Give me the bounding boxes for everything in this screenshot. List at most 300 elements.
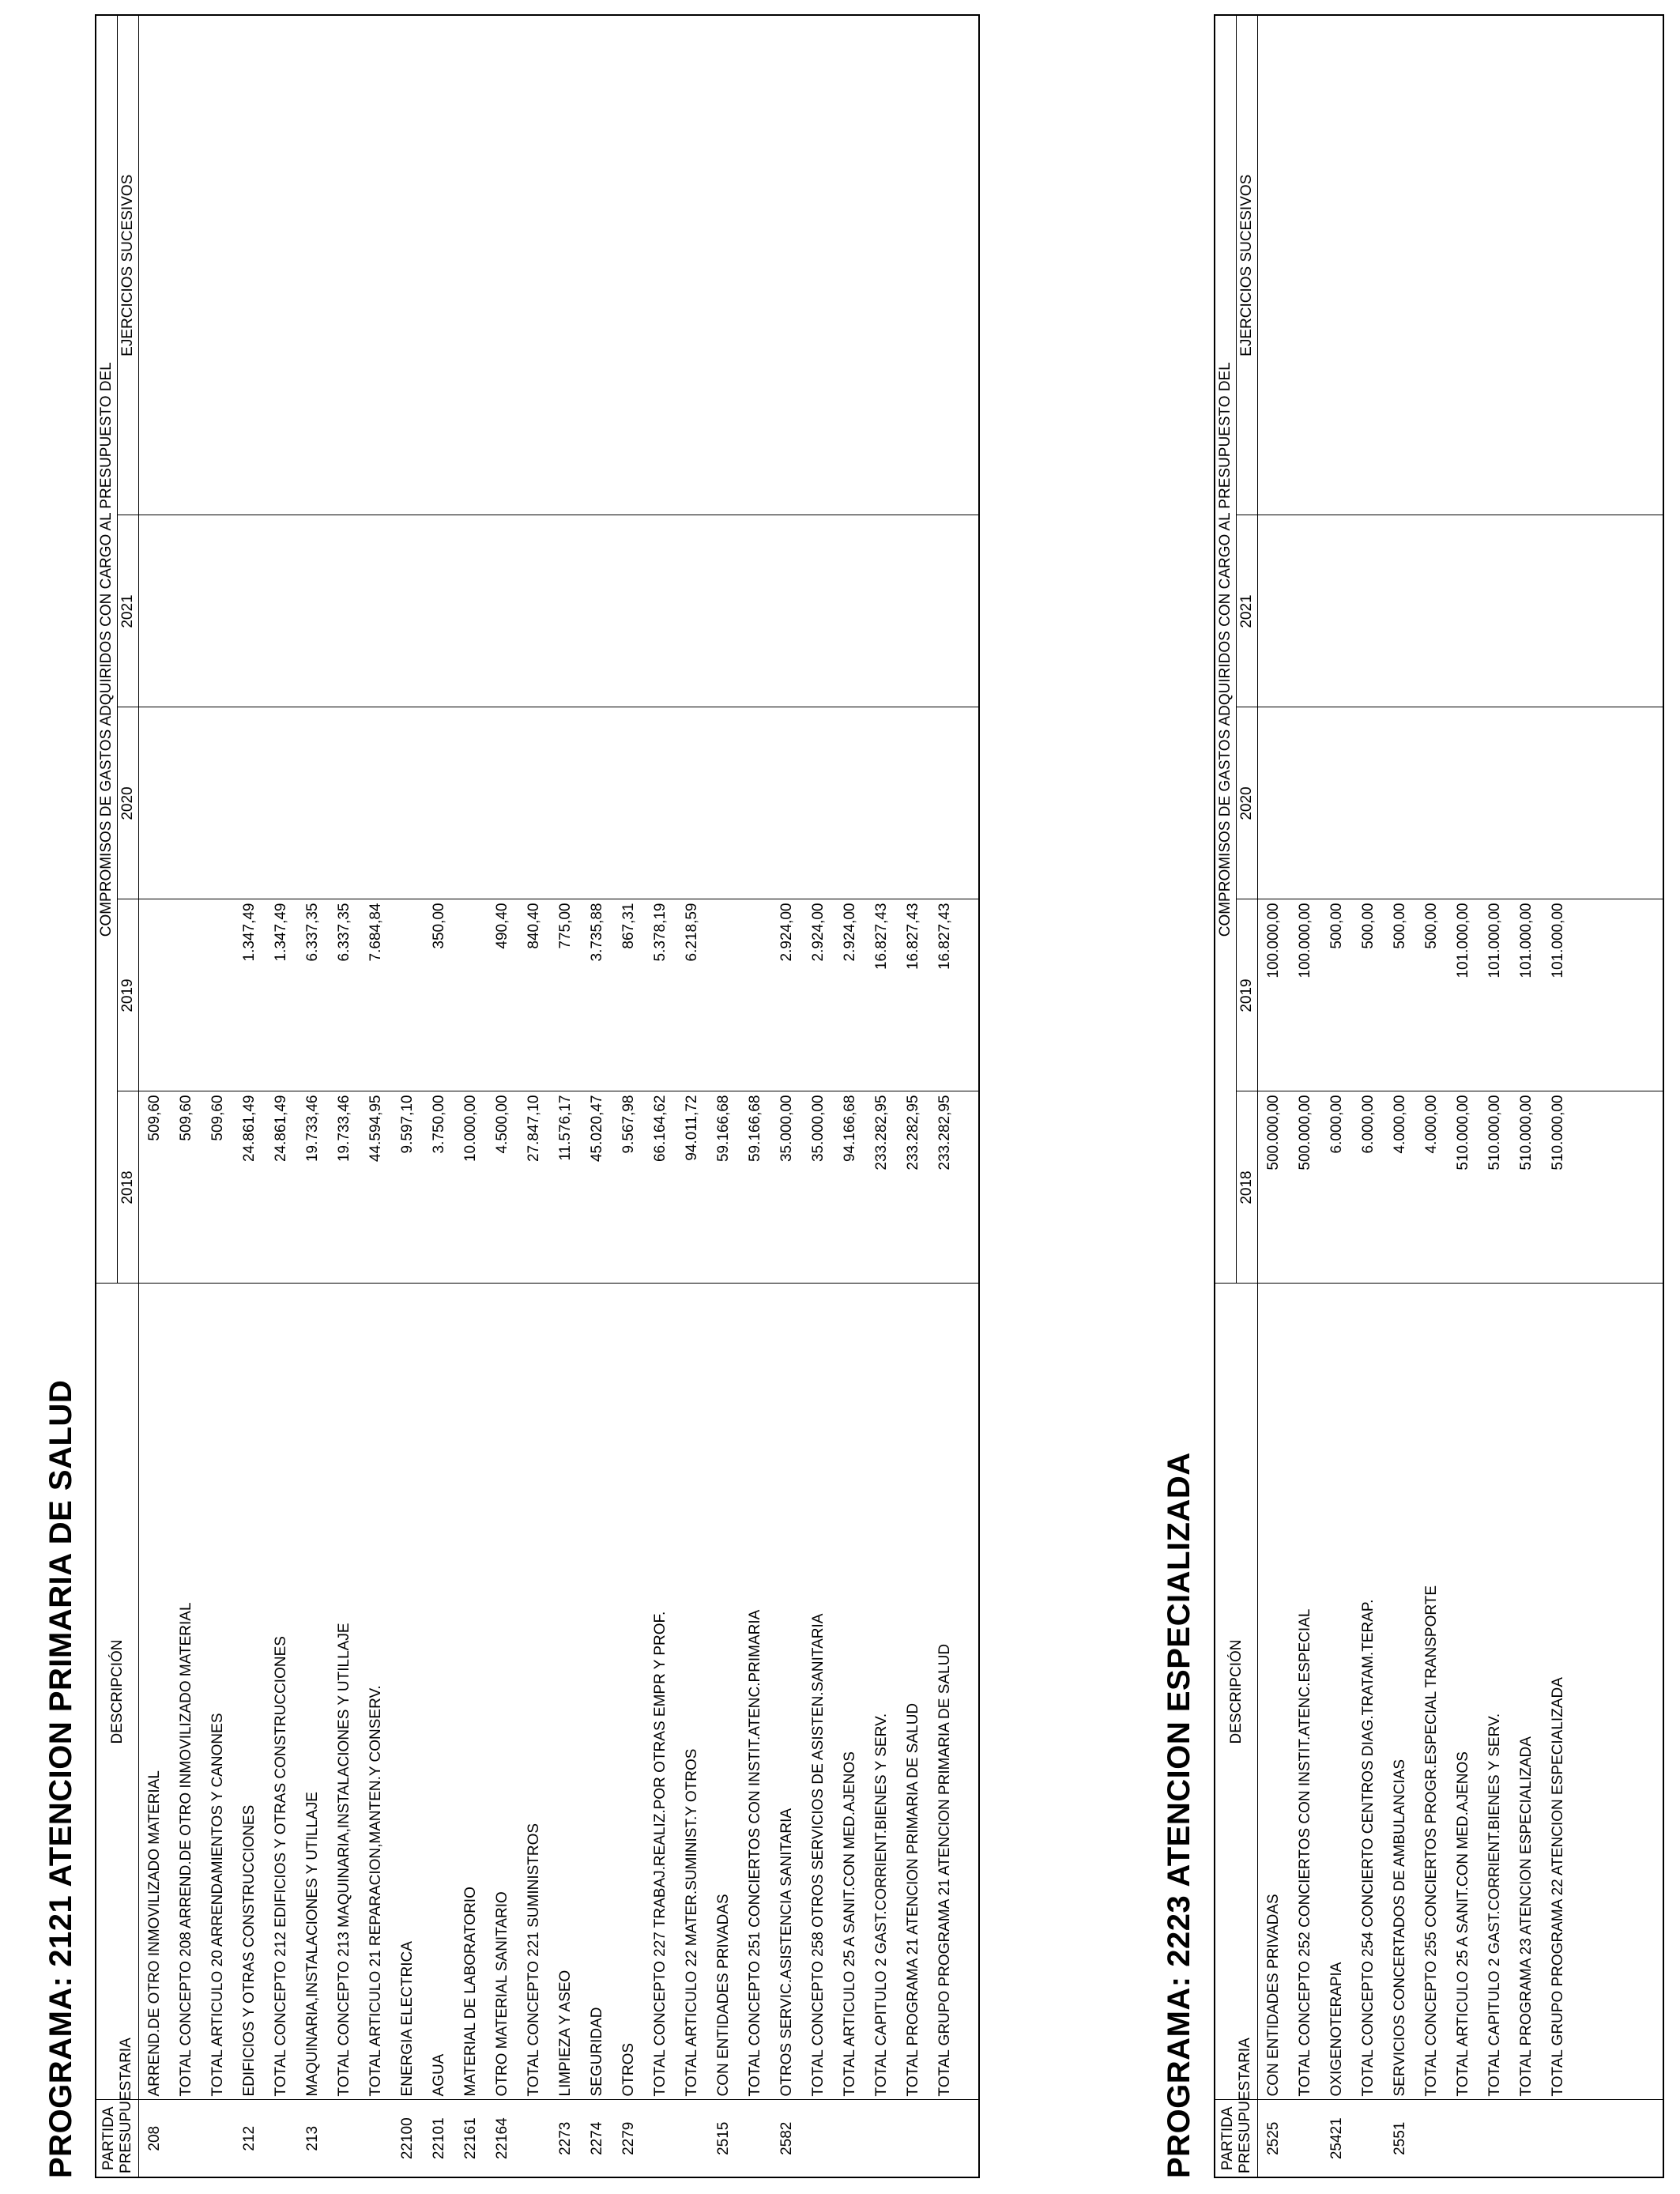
amount-2018-cell: 94.011,72 [676, 1091, 708, 1284]
amount-2020-cell [139, 707, 171, 899]
amount-2019-cell: 775,00 [550, 899, 582, 1091]
amount-2019-cell: 840,40 [518, 899, 550, 1091]
amount-2018-cell: 59.166,68 [740, 1091, 771, 1284]
description-cell: OTROS SERVIC.ASISTENCIA SANITARIA [771, 1284, 803, 2100]
description-cell: TOTAL CONCEPTO 254 CONCIERTO CENTROS DIAG.TRATAM.TERAP. [1353, 1284, 1384, 2100]
description-cell: TOTAL CONCEPTO 213 MAQUINARIA,INSTALACIONES Y UTILLAJE [329, 1284, 360, 2100]
amount-2018-cell: 19.733,46 [329, 1091, 360, 1284]
amount-2018-cell: 45.020,47 [582, 1091, 613, 1284]
compromisos-header: COMPROMISOS DE GASTOS ADQUIRIDOS CON CARGO AL PRESUPUESTO DEL [1215, 15, 1237, 1284]
amount-2020-cell [834, 707, 866, 899]
amount-2021-cell [202, 515, 234, 707]
amount-sucesivos-cell [1321, 15, 1353, 515]
amount-2021-cell [487, 515, 518, 707]
amount-2018-cell: 510.000,00 [1511, 1091, 1543, 1284]
amount-2020-cell [1448, 707, 1479, 899]
partida-cell [645, 2100, 676, 2177]
year-2018-header: 2018 [1237, 1091, 1258, 1284]
amount-2018-cell: 19.733,46 [297, 1091, 329, 1284]
partida-cell: 212 [234, 2100, 266, 2177]
table-row [740, 15, 771, 2177]
filler-cell [1574, 15, 1663, 515]
partida-cell [803, 2100, 834, 2177]
partida-cell [1511, 2100, 1543, 2177]
amount-2021-cell [360, 515, 392, 707]
description-cell: TOTAL GRUPO PROGRAMA 22 ATENCION ESPECIALIZADA [1543, 1284, 1574, 2100]
program-1-body [139, 15, 980, 2177]
amount-2021-cell [645, 515, 676, 707]
amount-2020-cell [297, 707, 329, 899]
amount-2018-cell: 510.000,00 [1448, 1091, 1479, 1284]
amount-2019-cell: 16.827,43 [929, 899, 961, 1091]
table-row [929, 15, 961, 2177]
description-cell: TOTAL CONCEPTO 221 SUMINISTROS [518, 1284, 550, 2100]
description-cell: TOTAL CONCEPTO 208 ARREND.DE OTRO INMOVILIZADO MATERIAL [171, 1284, 202, 2100]
table-row [518, 15, 550, 2177]
filler-cell [1574, 1284, 1663, 2100]
table-row [202, 15, 234, 2177]
filler-cell [961, 1284, 979, 2100]
amount-sucesivos-cell [297, 15, 329, 515]
amount-2018-cell: 35.000,00 [803, 1091, 834, 1284]
description-cell: EDIFICIOS Y OTRAS CONSTRUCCIONES [234, 1284, 266, 2100]
amount-sucesivos-cell [834, 15, 866, 515]
amount-sucesivos-cell [266, 15, 297, 515]
partida-header: PARTIDA PRESUPUESTARIA [96, 2100, 139, 2177]
amount-2020-cell [645, 707, 676, 899]
year-2019-header: 2019 [1237, 899, 1258, 1091]
partida-cell [202, 2100, 234, 2177]
amount-2019-cell: 7.684,84 [360, 899, 392, 1091]
amount-2019-cell [455, 899, 487, 1091]
amount-2019-cell: 1.347,49 [266, 899, 297, 1091]
amount-2018-cell: 509,60 [202, 1091, 234, 1284]
amount-2021-cell [676, 515, 708, 707]
table-row [898, 15, 929, 2177]
filler-cell [961, 2100, 979, 2177]
year-2020-header: 2020 [118, 707, 139, 899]
table-row [645, 15, 676, 2177]
amount-2020-cell [1511, 707, 1543, 899]
partida-cell: 25421 [1321, 2100, 1353, 2177]
amount-2021-cell [518, 515, 550, 707]
amount-2020-cell [1258, 707, 1290, 899]
description-cell: ARREND.DE OTRO INMOVILIZADO MATERIAL [139, 1284, 171, 2100]
partida-cell: 213 [297, 2100, 329, 2177]
amount-2019-cell: 2.924,00 [834, 899, 866, 1091]
amount-2021-cell [866, 515, 898, 707]
table-row [771, 15, 803, 2177]
description-cell: TOTAL CONCEPTO 255 CONCIERTOS PROGR.ESPECIAL TRANSPORTE [1416, 1284, 1448, 2100]
amount-2021-cell [929, 515, 961, 707]
table-row [1321, 15, 1353, 2177]
amount-2020-cell [613, 707, 645, 899]
sucesivos-header: EJERCICIOS SUCESIVOS [118, 15, 139, 515]
table-row [297, 15, 329, 2177]
amount-sucesivos-cell [1479, 15, 1511, 515]
amount-2020-cell [866, 707, 898, 899]
descripcion-header: DESCRIPCIÓN [1215, 1284, 1258, 2100]
partida-cell [1448, 2100, 1479, 2177]
table-row [392, 15, 424, 2177]
year-2020-header: 2020 [1237, 707, 1258, 899]
descripcion-header: DESCRIPCIÓN [96, 1284, 139, 2100]
table-row [582, 15, 613, 2177]
filler-cell [1574, 515, 1663, 707]
amount-2020-cell [1416, 707, 1448, 899]
amount-2019-cell [139, 899, 171, 1091]
amount-2018-cell: 233.282,95 [866, 1091, 898, 1284]
program-2-body [1258, 15, 1664, 2177]
partida-cell [171, 2100, 202, 2177]
amount-2020-cell [424, 707, 455, 899]
amount-2019-cell: 6.337,35 [329, 899, 360, 1091]
amount-2021-cell [1353, 515, 1384, 707]
table-row [1511, 15, 1543, 2177]
partida-cell [834, 2100, 866, 2177]
description-cell: ENERGIA ELECTRICA [392, 1284, 424, 2100]
amount-2021-cell [329, 515, 360, 707]
amount-2020-cell [329, 707, 360, 899]
amount-sucesivos-cell [708, 15, 740, 515]
description-cell: TOTAL ARTICULO 22 MATER.SUMINIST.Y OTROS [676, 1284, 708, 2100]
amount-2021-cell [392, 515, 424, 707]
amount-2018-cell: 510.000,00 [1479, 1091, 1511, 1284]
description-cell: TOTAL CONCEPTO 258 OTROS SERVICIOS DE ASISTEN.SANITARIA [803, 1284, 834, 2100]
amount-sucesivos-cell [866, 15, 898, 515]
amount-2020-cell [1384, 707, 1416, 899]
amount-sucesivos-cell [329, 15, 360, 515]
amount-sucesivos-cell [360, 15, 392, 515]
amount-2021-cell [834, 515, 866, 707]
amount-2019-cell: 500,00 [1353, 899, 1384, 1091]
amount-sucesivos-cell [1511, 15, 1543, 515]
amount-2019-cell: 101.000,00 [1543, 899, 1574, 1091]
amount-2021-cell [1290, 515, 1321, 707]
amount-2018-cell: 500.000,00 [1258, 1091, 1290, 1284]
amount-sucesivos-cell [613, 15, 645, 515]
partida-cell [360, 2100, 392, 2177]
amount-2021-cell [582, 515, 613, 707]
table-row [550, 15, 582, 2177]
amount-sucesivos-cell [676, 15, 708, 515]
table-row [613, 15, 645, 2177]
amount-2020-cell [234, 707, 266, 899]
amount-2020-cell [1543, 707, 1574, 899]
amount-2018-cell: 94.166,68 [834, 1091, 866, 1284]
year-2021-header: 2021 [118, 515, 139, 707]
partida-cell [929, 2100, 961, 2177]
amount-2021-cell [1321, 515, 1353, 707]
amount-sucesivos-cell [455, 15, 487, 515]
amount-sucesivos-cell [740, 15, 771, 515]
description-cell: MATERIAL DE LABORATORIO [455, 1284, 487, 2100]
amount-2021-cell [898, 515, 929, 707]
amount-2018-cell: 3.750,00 [424, 1091, 455, 1284]
amount-2018-cell: 44.594,95 [360, 1091, 392, 1284]
amount-sucesivos-cell [1258, 15, 1290, 515]
amount-2019-cell: 100.000,00 [1258, 899, 1290, 1091]
partida-cell: 22100 [392, 2100, 424, 2177]
partida-cell: 22161 [455, 2100, 487, 2177]
amount-2018-cell: 9.597,10 [392, 1091, 424, 1284]
year-2019-header: 2019 [118, 899, 139, 1091]
amount-2019-cell: 500,00 [1384, 899, 1416, 1091]
partida-cell: 2273 [550, 2100, 582, 2177]
description-cell: SERVICIOS CONCERTADOS DE AMBULANCIAS [1384, 1284, 1416, 2100]
table-row [866, 15, 898, 2177]
amount-sucesivos-cell [929, 15, 961, 515]
amount-sucesivos-cell [1543, 15, 1574, 515]
amount-2020-cell [171, 707, 202, 899]
partida-cell: 2551 [1384, 2100, 1416, 2177]
filler-cell [1574, 2100, 1663, 2177]
amount-2021-cell [1543, 515, 1574, 707]
amount-2019-cell: 500,00 [1416, 899, 1448, 1091]
amount-2020-cell [898, 707, 929, 899]
amount-sucesivos-cell [803, 15, 834, 515]
amount-2019-cell: 6.337,35 [297, 899, 329, 1091]
filler-cell [1574, 1091, 1663, 1284]
table-row [171, 15, 202, 2177]
description-cell: TOTAL PROGRAMA 23 ATENCION ESPECIALIZADA [1511, 1284, 1543, 2100]
description-cell: TOTAL CAPITULO 2 GAST.CORRIENT.BIENES Y SERV. [1479, 1284, 1511, 2100]
description-cell: TOTAL CONCEPTO 252 CONCIERTOS CON INSTIT.ATENC.ESPECIAL [1290, 1284, 1321, 2100]
amount-2019-cell: 2.924,00 [803, 899, 834, 1091]
description-cell: TOTAL PROGRAMA 21 ATENCION PRIMARIA DE SALUD [898, 1284, 929, 2100]
amount-2021-cell [455, 515, 487, 707]
partida-cell [1479, 2100, 1511, 2177]
table-row [1290, 15, 1321, 2177]
program-2-table [1214, 14, 1664, 2178]
filler-cell [961, 515, 979, 707]
description-cell: TOTAL CONCEPTO 212 EDIFICIOS Y OTRAS CONSTRUCCIONES [266, 1284, 297, 2100]
compromisos-header: COMPROMISOS DE GASTOS ADQUIRIDOS CON CARGO AL PRESUPUESTO DEL [96, 15, 118, 1284]
amount-2020-cell [740, 707, 771, 899]
amount-2018-cell: 6.000,00 [1353, 1091, 1384, 1284]
partida-cell: 2515 [708, 2100, 740, 2177]
amount-2018-cell: 24.861,49 [234, 1091, 266, 1284]
amount-2018-cell: 4.500,00 [487, 1091, 518, 1284]
amount-sucesivos-cell [487, 15, 518, 515]
amount-2021-cell [266, 515, 297, 707]
amount-2018-cell: 11.576,17 [550, 1091, 582, 1284]
amount-2019-cell [202, 899, 234, 1091]
amount-2020-cell [708, 707, 740, 899]
amount-2018-cell: 233.282,95 [898, 1091, 929, 1284]
description-cell: TOTAL CAPITULO 2 GAST.CORRIENT.BIENES Y SERV. [866, 1284, 898, 2100]
description-cell: OTROS [613, 1284, 645, 2100]
partida-cell: 22164 [487, 2100, 518, 2177]
filler-row [961, 15, 979, 2177]
table-row [1543, 15, 1574, 2177]
amount-2021-cell [1384, 515, 1416, 707]
sucesivos-header: EJERCICIOS SUCESIVOS [1237, 15, 1258, 515]
partida-header: PARTIDA PRESUPUESTARIA [1215, 2100, 1258, 2177]
amount-2021-cell [550, 515, 582, 707]
amount-2021-cell [1258, 515, 1290, 707]
amount-2018-cell: 27.847,10 [518, 1091, 550, 1284]
amount-2020-cell [202, 707, 234, 899]
amount-2019-cell: 3.735,88 [582, 899, 613, 1091]
amount-2018-cell: 500.000,00 [1290, 1091, 1321, 1284]
filler-cell [961, 1091, 979, 1284]
partida-cell: 2279 [613, 2100, 645, 2177]
amount-sucesivos-cell [1384, 15, 1416, 515]
partida-cell [898, 2100, 929, 2177]
partida-cell: 2274 [582, 2100, 613, 2177]
table-row [1258, 15, 1290, 2177]
table-row [708, 15, 740, 2177]
amount-2020-cell [455, 707, 487, 899]
amount-2020-cell [518, 707, 550, 899]
amount-sucesivos-cell [1416, 15, 1448, 515]
amount-2020-cell [1479, 707, 1511, 899]
amount-2021-cell [708, 515, 740, 707]
description-cell: CON ENTIDADES PRIVADAS [1258, 1284, 1290, 2100]
amount-2020-cell [266, 707, 297, 899]
amount-2020-cell [929, 707, 961, 899]
amount-sucesivos-cell [582, 15, 613, 515]
table-row [1416, 15, 1448, 2177]
description-cell: OTRO MATERIAL SANITARIO [487, 1284, 518, 2100]
amount-2018-cell: 509,60 [171, 1091, 202, 1284]
table-row [424, 15, 455, 2177]
amount-2021-cell [613, 515, 645, 707]
amount-2021-cell [1479, 515, 1511, 707]
amount-2020-cell [487, 707, 518, 899]
table-row [676, 15, 708, 2177]
amount-2020-cell [550, 707, 582, 899]
amount-2018-cell: 9.567,98 [613, 1091, 645, 1284]
amount-2018-cell: 10.000,00 [455, 1091, 487, 1284]
program-2-title: PROGRAMA: 2223 ATENCION ESPECIALIZADA [1162, 1452, 1196, 2178]
program-1-title: PROGRAMA: 2121 ATENCION PRIMARIA DE SALUD [43, 1379, 78, 2178]
amount-2021-cell [771, 515, 803, 707]
partida-cell: 2525 [1258, 2100, 1290, 2177]
amount-2019-cell: 500,00 [1321, 899, 1353, 1091]
amount-2019-cell: 16.827,43 [866, 899, 898, 1091]
partida-cell [266, 2100, 297, 2177]
amount-sucesivos-cell [645, 15, 676, 515]
filler-cell [961, 707, 979, 899]
amount-2018-cell: 4.000,00 [1384, 1091, 1416, 1284]
filler-cell [961, 15, 979, 515]
amount-sucesivos-cell [1353, 15, 1384, 515]
table-row [1384, 15, 1416, 2177]
program-1-table [95, 14, 980, 2178]
amount-2021-cell [139, 515, 171, 707]
filler-cell [961, 899, 979, 1091]
amount-2019-cell: 101.000,00 [1448, 899, 1479, 1091]
partida-cell [1416, 2100, 1448, 2177]
description-cell: TOTAL CONCEPTO 227 TRABAJ.REALIZ.POR OTRAS EMPR Y PROF. [645, 1284, 676, 2100]
description-cell: TOTAL ARTICULO 20 ARRENDAMIENTOS Y CANONES [202, 1284, 234, 2100]
table-row [139, 15, 171, 2177]
amount-2018-cell: 4.000,00 [1416, 1091, 1448, 1284]
description-cell: LIMPIEZA Y ASEO [550, 1284, 582, 2100]
amount-2021-cell [740, 515, 771, 707]
table-row [1479, 15, 1511, 2177]
amount-2021-cell [424, 515, 455, 707]
filler-cell [1574, 707, 1663, 899]
amount-2018-cell: 233.282,95 [929, 1091, 961, 1284]
table-row [803, 15, 834, 2177]
table-row [234, 15, 266, 2177]
table-row [266, 15, 297, 2177]
amount-2018-cell: 510.000,00 [1543, 1091, 1574, 1284]
amount-sucesivos-cell [234, 15, 266, 515]
table-row [1353, 15, 1384, 2177]
table-row [360, 15, 392, 2177]
amount-2019-cell [392, 899, 424, 1091]
amount-2021-cell [1448, 515, 1479, 707]
partida-cell [1353, 2100, 1384, 2177]
description-cell: OXIGENOTERAPIA [1321, 1284, 1353, 2100]
partida-cell [329, 2100, 360, 2177]
description-cell: TOTAL ARTICULO 25 A SANIT.CON MED.AJENOS [1448, 1284, 1479, 2100]
amount-2021-cell [171, 515, 202, 707]
description-cell: TOTAL ARTICULO 21 REPARACION,MANTEN.Y CONSERV. [360, 1284, 392, 2100]
description-cell: AGUA [424, 1284, 455, 2100]
amount-2020-cell [1290, 707, 1321, 899]
table-row [455, 15, 487, 2177]
amount-sucesivos-cell [171, 15, 202, 515]
amount-sucesivos-cell [202, 15, 234, 515]
amount-2020-cell [771, 707, 803, 899]
amount-sucesivos-cell [424, 15, 455, 515]
table-row [329, 15, 360, 2177]
partida-cell [518, 2100, 550, 2177]
amount-sucesivos-cell [771, 15, 803, 515]
partida-cell [866, 2100, 898, 2177]
amount-2021-cell [1511, 515, 1543, 707]
amount-sucesivos-cell [518, 15, 550, 515]
amount-2019-cell: 490,40 [487, 899, 518, 1091]
partida-cell: 208 [139, 2100, 171, 2177]
filler-row [1574, 15, 1663, 2177]
amount-2021-cell [1416, 515, 1448, 707]
partida-cell [676, 2100, 708, 2177]
partida-cell [1290, 2100, 1321, 2177]
description-cell: TOTAL GRUPO PROGRAMA 21 ATENCION PRIMARIA DE SALUD [929, 1284, 961, 2100]
amount-2019-cell: 2.924,00 [771, 899, 803, 1091]
description-cell: CON ENTIDADES PRIVADAS [708, 1284, 740, 2100]
partida-cell [740, 2100, 771, 2177]
table-row [487, 15, 518, 2177]
description-cell: TOTAL CONCEPTO 251 CONCIERTOS CON INSTIT.ATENC.PRIMARIA [740, 1284, 771, 2100]
amount-2021-cell [234, 515, 266, 707]
amount-2020-cell [1321, 707, 1353, 899]
year-2021-header: 2021 [1237, 515, 1258, 707]
amount-2019-cell: 350,00 [424, 899, 455, 1091]
amount-2018-cell: 35.000,00 [771, 1091, 803, 1284]
amount-sucesivos-cell [1290, 15, 1321, 515]
amount-2021-cell [297, 515, 329, 707]
description-cell: MAQUINARIA,INSTALACIONES Y UTILLAJE [297, 1284, 329, 2100]
amount-2019-cell: 101.000,00 [1511, 899, 1543, 1091]
amount-sucesivos-cell [898, 15, 929, 515]
table-row [1448, 15, 1479, 2177]
partida-cell [1543, 2100, 1574, 2177]
amount-2019-cell [708, 899, 740, 1091]
amount-2019-cell: 100.000,00 [1290, 899, 1321, 1091]
amount-2020-cell [676, 707, 708, 899]
amount-2018-cell: 6.000,00 [1321, 1091, 1353, 1284]
amount-2019-cell: 5.378,19 [645, 899, 676, 1091]
amount-2019-cell: 101.000,00 [1479, 899, 1511, 1091]
amount-2020-cell [392, 707, 424, 899]
